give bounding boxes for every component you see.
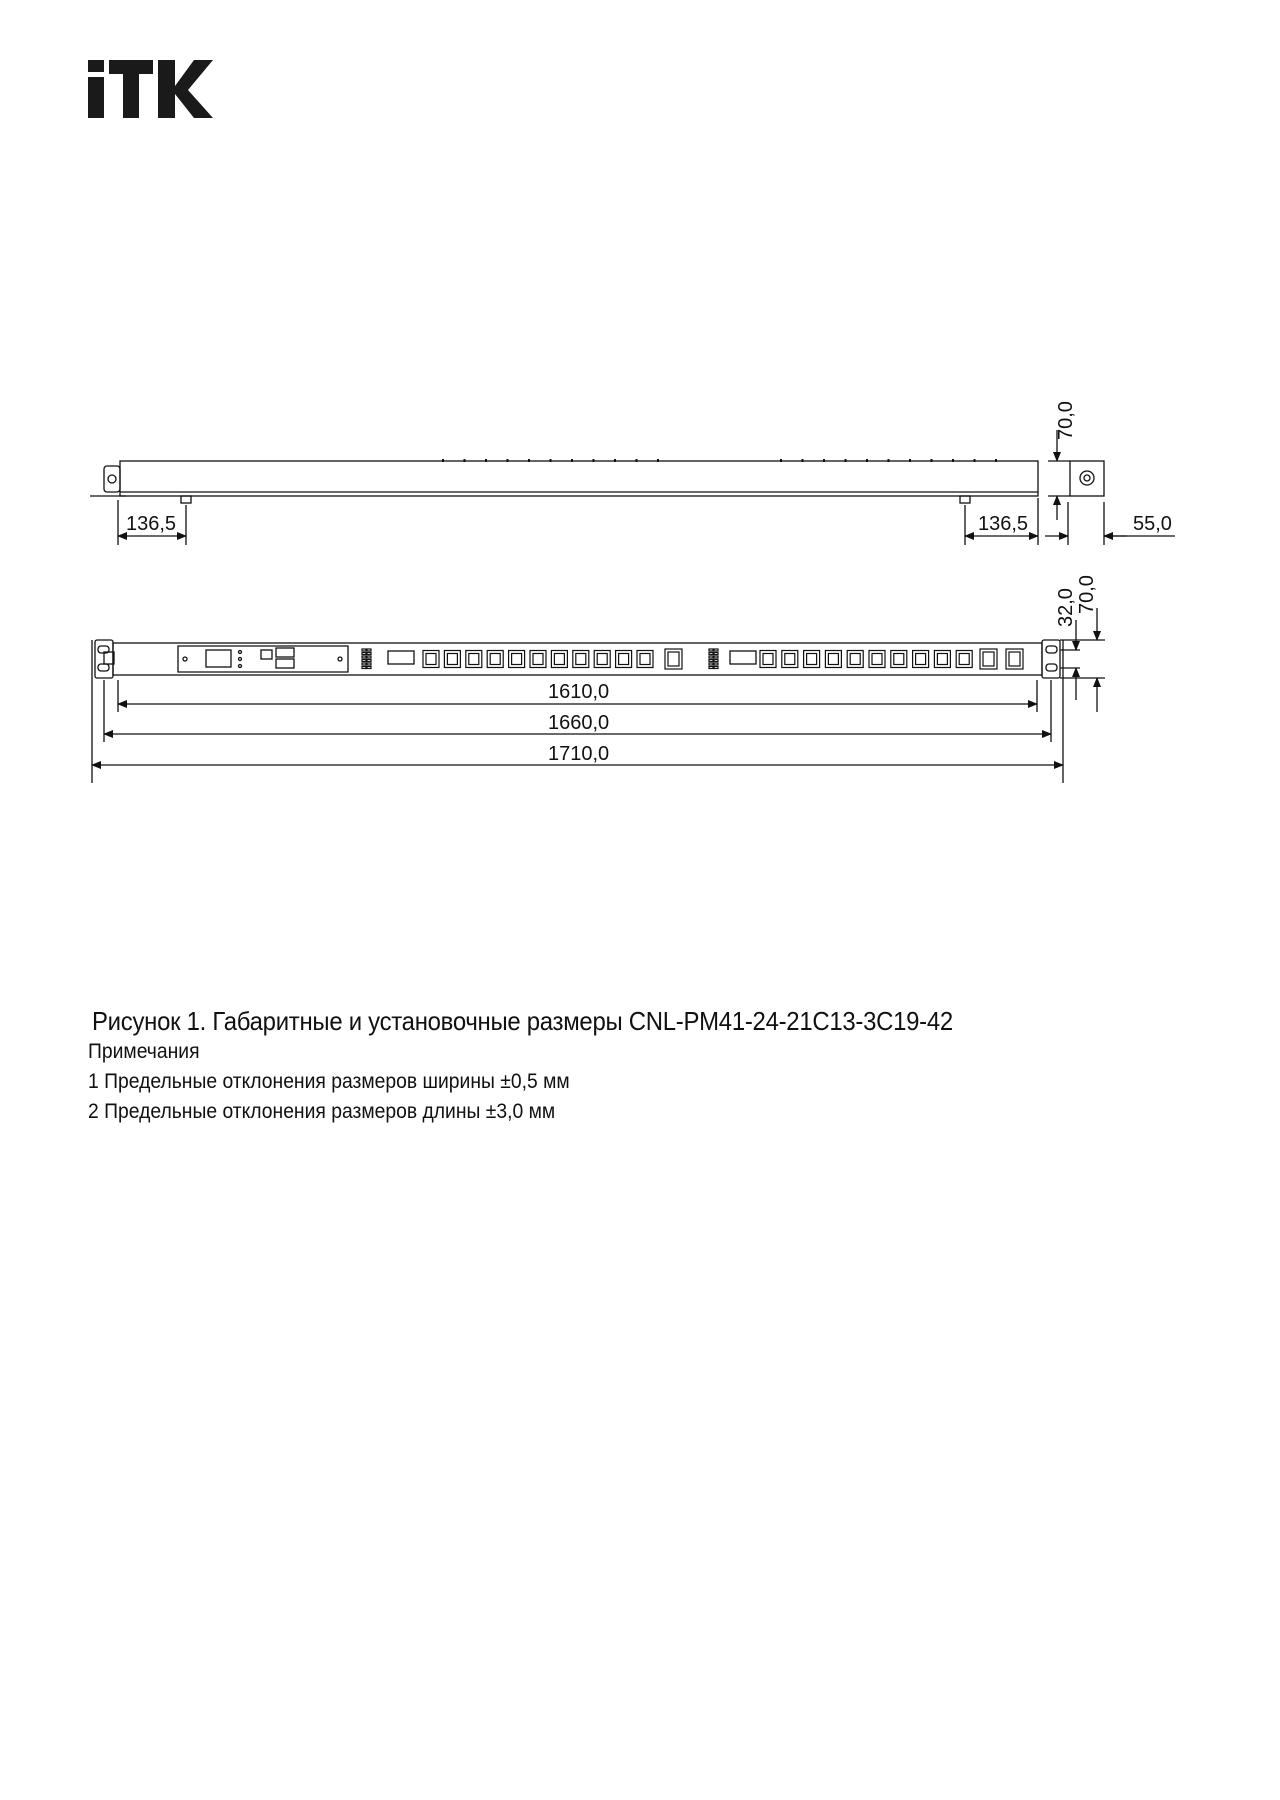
dim-end-height: 70,0 [1055,401,1077,440]
dim-side-right: 136,5 [978,513,1029,535]
indicator-mark [367,667,371,669]
c13-outlet [530,651,546,668]
c13-outlet [956,651,972,668]
c13-outlet [913,651,929,668]
c13-outlet [573,651,589,668]
indicator-mark [709,663,713,665]
c13-outlet [594,651,610,668]
indicator-mark [367,656,371,658]
dim-length-1610: 1610,0 [548,681,610,703]
c13-outlet [444,651,460,668]
c13-outlet [423,651,439,668]
indicator-mark [709,656,713,658]
figure-caption: Рисунок 1. Габаритные и установочные размеры CNL-PM41-24-21C13-3C19-42 [92,1006,953,1036]
indicator-mark [714,660,718,662]
c13-outlet [869,651,885,668]
c13-outlet [509,651,525,668]
indicator-mark [709,660,713,662]
note-item: 2 Предельные отклонения размеров длины ±3,0 мм [88,1100,556,1123]
c19-outlet [665,649,682,669]
c13-outlet [551,651,567,668]
indicator-mark [367,660,371,662]
indicator-mark [709,653,713,655]
indicator-mark [362,663,366,665]
indicator-mark [367,663,371,665]
dim-end-width: 55,0 [1133,513,1172,535]
dim-front-outer: 70,0 [1076,575,1098,614]
indicator-mark [367,653,371,655]
indicator-mark [714,667,718,669]
c19-outlet [980,649,997,669]
indicator-mark [714,663,718,665]
dim-side-left: 136,5 [126,513,177,535]
note-item: 1 Предельные отклонения размеров ширины ±0,5 мм [88,1070,570,1093]
c13-outlet [760,651,776,668]
indicator-mark [709,649,713,651]
dim-length-1710: 1710,0 [548,743,610,765]
indicator-mark [362,653,366,655]
indicator-mark [714,649,718,651]
outlets [362,649,1023,669]
c13-outlet [934,651,950,668]
dim-length-1660: 1660,0 [548,712,610,734]
indicator-mark [362,660,366,662]
c13-outlet [847,651,863,668]
c13-outlet [466,651,482,668]
side-view [90,461,1038,545]
indicator-mark [709,667,713,669]
c13-outlet [825,651,841,668]
c19-outlet [1006,649,1023,669]
indicator-mark [362,667,366,669]
dim-front-inner: 32,0 [1055,588,1077,627]
notes-title: Примечания [88,1040,200,1063]
c13-outlet [804,651,820,668]
c13-outlet [891,651,907,668]
c13-outlet [616,651,632,668]
indicator-mark [362,649,366,651]
indicator-mark [367,649,371,651]
indicator-mark [362,656,366,658]
c13-outlet [782,651,798,668]
indicator-mark [714,656,718,658]
indicator-mark [714,653,718,655]
c13-outlet [487,651,503,668]
c13-outlet [637,651,653,668]
